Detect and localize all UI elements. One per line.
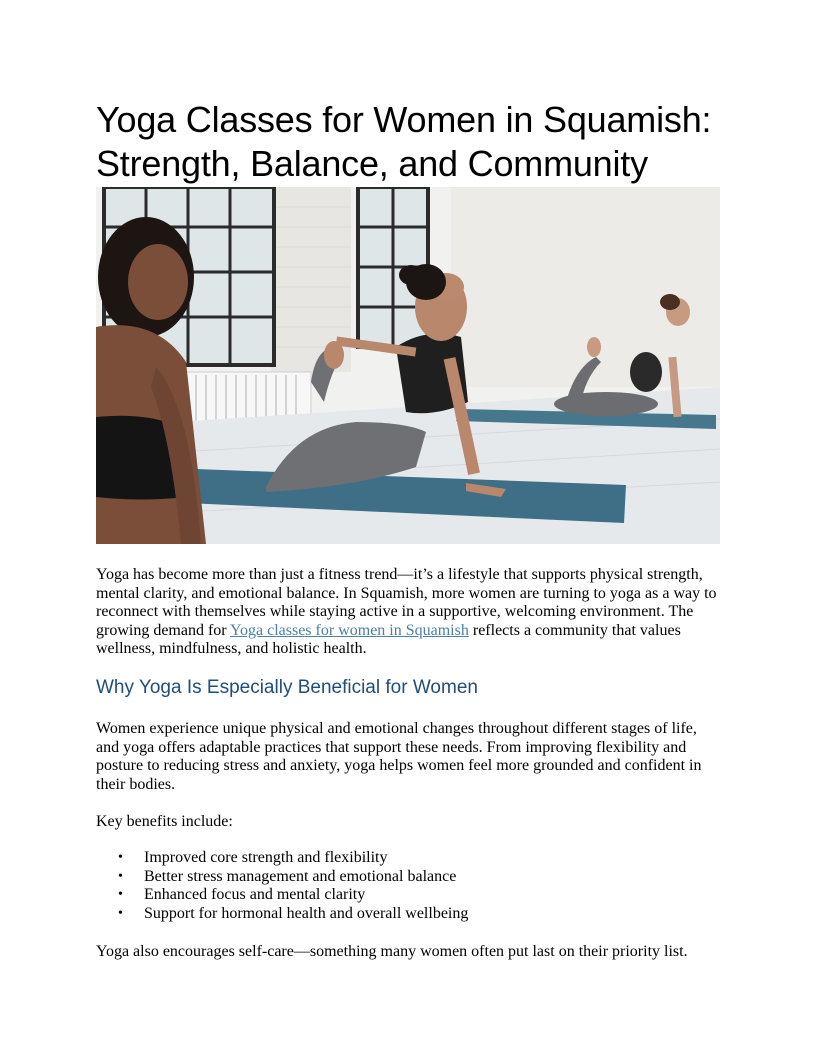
list-item-text: Improved core strength and flexibility (144, 849, 388, 866)
intro-paragraph (96, 566, 720, 659)
closing-paragraph: Yoga also encourages self-care—something many women often put last on their priority list. (96, 943, 688, 960)
list-item-text: Enhanced focus and mental clarity (144, 886, 366, 903)
benefits-list (96, 849, 468, 923)
title-line-1: Yoga Classes for Women in Squamish: (96, 99, 712, 140)
list-item (96, 886, 468, 905)
title-line-2: Strength, Balance, and Community (96, 143, 648, 184)
list-item (96, 868, 468, 887)
section-paragraph: Women experience unique physical and emotional changes throughout different stages of life, and yoga offers adaptable practices that support these needs. From improving flexibility and posture to reducing stress and anxiety, yoga helps women feel more grounded and confident in their bodies. (96, 720, 702, 793)
intro-text-after-link: reflects a community that values wellness, mindfulness, and holistic health. (96, 621, 681, 657)
yoga-classes-link[interactable]: Yoga classes for women in Squamish (230, 621, 469, 639)
bullet-icon: • (118, 887, 123, 902)
yoga-class-photo (96, 187, 720, 544)
section-heading: Why Yoga Is Especially Beneficial for Women (96, 677, 478, 698)
list-item-text: Support for hormonal health and overall wellbeing (144, 904, 469, 922)
bullet-icon: • (118, 850, 123, 865)
bullet-icon: • (118, 868, 123, 884)
list-item (96, 849, 468, 868)
page-title (96, 98, 736, 186)
key-benefits-intro: Key benefits include: (96, 813, 233, 830)
list-item-text: Better stress management and emotional balance (144, 867, 457, 885)
bullet-icon: • (118, 905, 123, 921)
list-item (96, 905, 468, 924)
intro-text-before-link: Yoga has become more than just a fitness trend—it’s a lifestyle that supports physical strength, mental clarity, and emotional balance. In Squamish, more women are turning to yoga as a way to reconnect with themselves while staying active in a supportive, welcoming environment. The growing demand for (96, 566, 717, 639)
